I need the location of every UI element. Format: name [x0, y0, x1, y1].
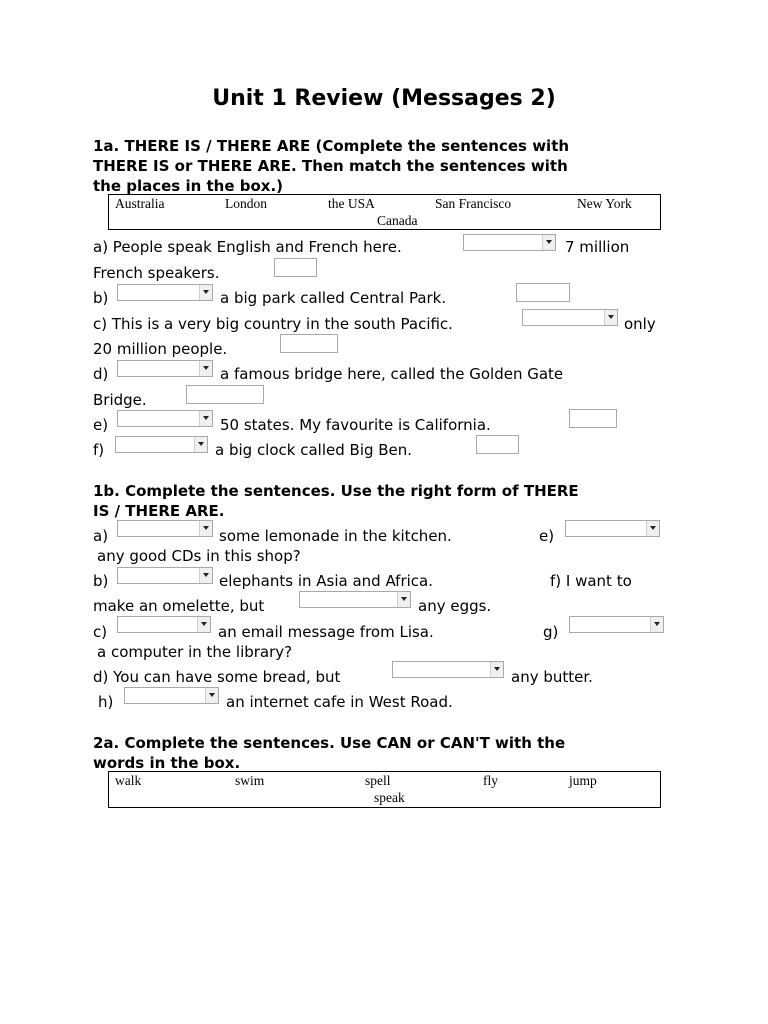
- sentence-1a-c-cont: only: [624, 315, 656, 333]
- sentence-1b-b: elephants in Asia and Africa.: [219, 572, 433, 590]
- sentence-1a-a-end: French speakers.: [93, 264, 220, 282]
- chevron-down-icon: [199, 521, 212, 536]
- answer-dropdown-1b-e[interactable]: [565, 520, 660, 537]
- label-1a-b: b): [93, 289, 109, 307]
- label-1b-g: g): [543, 623, 559, 641]
- chevron-down-icon: [542, 235, 555, 250]
- section-1b-heading: [93, 481, 579, 521]
- sentence-1b-h: an internet cafe in West Road.: [226, 693, 453, 711]
- place-word: London: [225, 196, 267, 211]
- chevron-down-icon: [199, 568, 212, 583]
- section-1b-heading-line: IS / THERE ARE.: [93, 502, 225, 520]
- label-1b-h: h): [98, 693, 114, 711]
- section-2a-heading-line: 2a. Complete the sentences. Use CAN or CAN'T with the: [93, 734, 566, 752]
- sentence-1a-d: a famous bridge here, called the Golden Gate: [220, 365, 564, 383]
- sentence-1a-a-cont: 7 million: [565, 238, 630, 256]
- label-1b-c: c): [93, 623, 108, 641]
- answer-dropdown-1a-b[interactable]: [117, 284, 213, 301]
- verb-word: speak: [374, 790, 405, 805]
- label-1b-b: b): [93, 572, 109, 590]
- label-1b-a: a): [93, 527, 109, 545]
- sentence-1b-e: any good CDs in this shop?: [97, 547, 301, 565]
- chevron-down-icon: [646, 521, 659, 536]
- answer-dropdown-1b-c[interactable]: [117, 616, 211, 633]
- sentence-1b-d: d) You can have some bread, but: [93, 668, 341, 686]
- answer-dropdown-1b-h[interactable]: [124, 687, 219, 704]
- section-2a-heading: [93, 733, 565, 773]
- label-1a-d: d): [93, 365, 109, 383]
- answer-dropdown-1b-g[interactable]: [569, 616, 664, 633]
- sentence-1b-f-end: any eggs.: [418, 597, 492, 615]
- place-input-1a-c[interactable]: [280, 334, 338, 353]
- chevron-down-icon: [490, 662, 503, 677]
- sentence-1b-f: f) I want to: [550, 572, 632, 590]
- chevron-down-icon: [199, 285, 212, 300]
- sentence-1a-f: a big clock called Big Ben.: [215, 441, 413, 459]
- verb-word: jump: [569, 773, 597, 788]
- chevron-down-icon: [604, 310, 617, 325]
- place-input-1a-f[interactable]: [476, 435, 519, 454]
- sentence-1a-c-end: 20 million people.: [93, 340, 228, 358]
- answer-dropdown-1a-d[interactable]: [117, 360, 213, 377]
- chevron-down-icon: [194, 437, 207, 452]
- sentence-1a-e: 50 states. My favourite is California.: [220, 416, 491, 434]
- verb-word: swim: [235, 773, 265, 788]
- place-word: New York: [577, 196, 632, 211]
- sentence-1b-a: some lemonade in the kitchen.: [219, 527, 452, 545]
- label-1a-f: f): [93, 441, 105, 459]
- places-word-box: [108, 194, 661, 230]
- sentence-1b-c: an email message from Lisa.: [218, 623, 434, 641]
- chevron-down-icon: [197, 617, 210, 632]
- chevron-down-icon: [199, 361, 212, 376]
- page-title: Unit 1 Review (Messages 2): [212, 86, 556, 111]
- sentence-1a-d-end: Bridge.: [93, 391, 147, 409]
- chevron-down-icon: [650, 617, 663, 632]
- section-1a-heading-line: 1a. THERE IS / THERE ARE (Complete the sentences with: [93, 137, 570, 155]
- place-word: San Francisco: [435, 196, 512, 211]
- section-2a-heading-line: words in the box.: [93, 754, 241, 772]
- place-input-1a-d[interactable]: [186, 385, 264, 404]
- place-input-1a-a[interactable]: [274, 258, 317, 277]
- answer-dropdown-1b-b[interactable]: [117, 567, 213, 584]
- label-1a-e: e): [93, 416, 109, 434]
- verb-word: walk: [115, 773, 142, 788]
- place-input-1a-e[interactable]: [569, 409, 617, 428]
- answer-dropdown-1a-e[interactable]: [117, 410, 213, 427]
- sentence-1a-a: a) People speak English and French here.: [93, 238, 402, 256]
- label-1b-e: e): [539, 527, 555, 545]
- sentence-1b-f-cont: make an omelette, but: [93, 597, 265, 615]
- sentence-1b-d-end: any butter.: [511, 668, 593, 686]
- chevron-down-icon: [205, 688, 218, 703]
- place-word: the USA: [328, 196, 375, 211]
- sentence-1b-g: a computer in the library?: [97, 643, 293, 661]
- place-word: Australia: [115, 196, 165, 211]
- answer-dropdown-1a-c[interactable]: [522, 309, 618, 326]
- section-1a-heading-line: THERE IS or THERE ARE. Then match the sentences with: [93, 157, 568, 175]
- answer-dropdown-1b-d[interactable]: [392, 661, 504, 678]
- section-1b-heading-line: 1b. Complete the sentences. Use the right form of THERE: [93, 482, 579, 500]
- answer-dropdown-1b-a[interactable]: [117, 520, 213, 537]
- section-1a-heading-line: the places in the box.): [93, 177, 284, 195]
- answer-dropdown-1b-f[interactable]: [299, 591, 411, 608]
- answer-dropdown-1a-f[interactable]: [115, 436, 208, 453]
- place-input-1a-b[interactable]: [516, 283, 570, 302]
- chevron-down-icon: [397, 592, 410, 607]
- chevron-down-icon: [199, 411, 212, 426]
- sentence-1a-c: c) This is a very big country in the south Pacific.: [93, 315, 453, 333]
- answer-dropdown-1a-a[interactable]: [463, 234, 556, 251]
- verb-word: spell: [365, 773, 391, 788]
- verb-word: fly: [483, 773, 498, 788]
- verbs-word-box: [108, 771, 661, 808]
- section-1a-heading: [93, 136, 569, 196]
- place-word: Canada: [377, 213, 418, 228]
- sentence-1a-b: a big park called Central Park.: [220, 289, 447, 307]
